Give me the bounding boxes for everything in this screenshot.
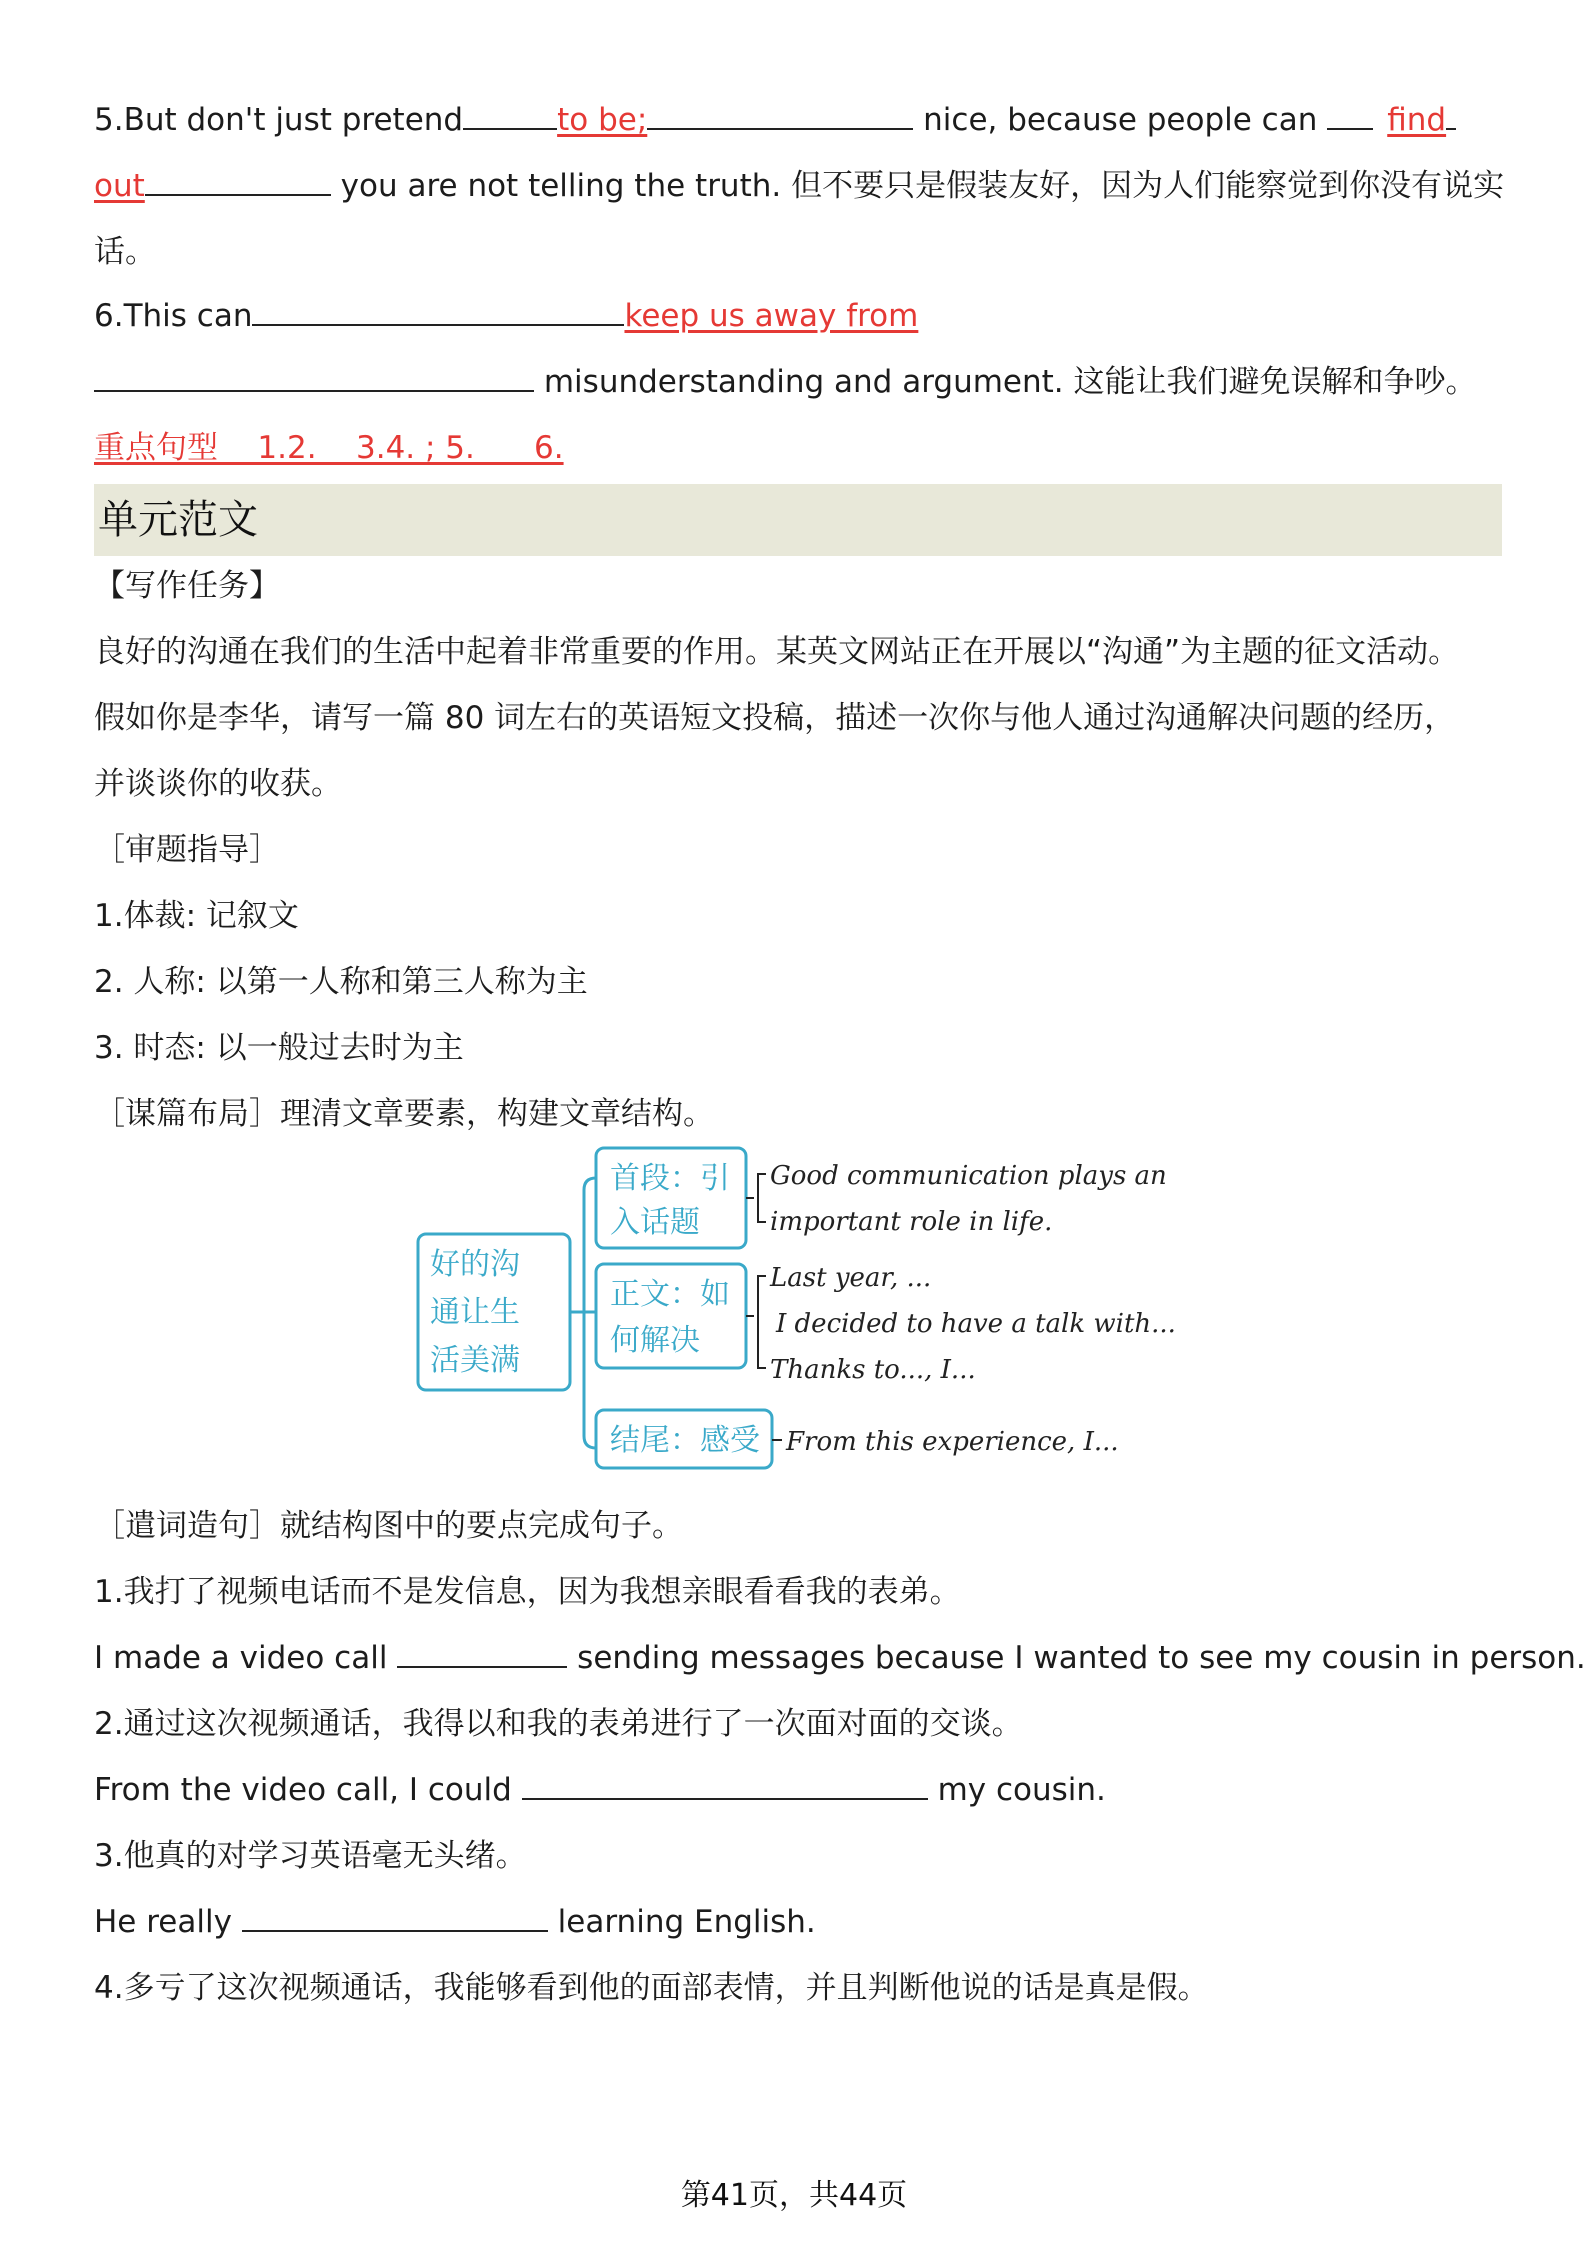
center-text-3: 活美满	[430, 1343, 520, 1378]
q5-blank-1	[463, 100, 557, 130]
intro-line-2: important role in life.	[770, 1207, 1053, 1237]
s3-english-a: He really	[94, 1904, 232, 1940]
guide-item-1: 1.体裁: 记叙文	[94, 898, 299, 934]
body-box-text-1: 正文：如	[610, 1277, 730, 1312]
q5-line-2	[94, 166, 1504, 206]
s3-blank[interactable]	[242, 1902, 548, 1932]
intro-box-text-2: 入话题	[610, 1205, 700, 1240]
task-heading: 【写作任务】	[94, 568, 280, 604]
q6-blank-1	[252, 296, 624, 326]
ending-line: From this experience, I...	[786, 1427, 1119, 1457]
body-line-3: Thanks to..., I...	[770, 1355, 976, 1385]
s3-english-b: learning English.	[557, 1904, 816, 1940]
s1-chinese: 1.我打了视频电话而不是发信息，因为我想亲眼看看我的表弟。	[94, 1574, 961, 1610]
q5-answer-2a: find	[1387, 102, 1447, 138]
page-footer: 第41页，共44页	[680, 2178, 908, 2213]
body-line-2: I decided to have a talk with...	[776, 1309, 1176, 1339]
body-bracket	[746, 1276, 766, 1368]
s1-english-a: I made a video call	[94, 1640, 388, 1676]
s1-blank[interactable]	[397, 1638, 567, 1668]
q6-post: misunderstanding and argument. 这能让我们避免误解和争吵。	[543, 364, 1477, 400]
q5-blank-4	[145, 166, 331, 196]
q5-middle: nice, because people can	[923, 102, 1318, 138]
q5-answer-2b: out	[94, 168, 145, 204]
task-para-3: 并谈谈你的收获。	[94, 766, 342, 802]
q5-blank-3	[1327, 100, 1373, 130]
center-text-1: 好的沟	[430, 1247, 520, 1282]
center-text-2: 通让生	[430, 1295, 520, 1330]
s2-chinese: 2.通过这次视频通话，我得以和我的表弟进行了一次面对面的交谈。	[94, 1706, 1023, 1742]
q6-line-1	[94, 296, 918, 336]
q5-line-1	[94, 100, 1456, 140]
q6-answer: keep us away from	[624, 298, 919, 334]
section-bar	[94, 484, 1502, 556]
q5-blank-3b	[1446, 100, 1456, 130]
ending-box-text: 结尾：感受	[610, 1423, 760, 1458]
s2-english-b: my cousin.	[937, 1772, 1106, 1808]
guide-heading: ［审题指导］	[94, 832, 280, 868]
intro-box-text-1: 首段：引	[610, 1161, 730, 1196]
body-line-1: Last year, ...	[770, 1263, 932, 1293]
q5-blank-2	[647, 100, 913, 130]
guide-item-2: 2. 人称: 以第一人称和第三人称为主	[94, 964, 588, 1000]
task-para-1: 良好的沟通在我们的生活中起着非常重要的作用。某英文网站正在开展以“沟通”为主题的征文活动。	[94, 634, 1460, 670]
q5-answer-1: to be;	[557, 102, 648, 138]
body-box-text-2: 何解决	[610, 1323, 700, 1358]
q5-prefix: 5.But don't just pretend	[94, 102, 464, 138]
s1-english-b: sending messages because I wanted to see my cousin in person.	[577, 1640, 1586, 1676]
q6-line-2	[94, 362, 1477, 402]
s3-chinese: 3.他真的对学习英语毫无头绪。	[94, 1838, 527, 1874]
q5-tail: 话。	[94, 234, 156, 270]
s4-chinese: 4.多亏了这次视频通话，我能够看到他的面部表情，并且判断他说的话是真是假。	[94, 1970, 1209, 2006]
key-patterns-text: 重点句型 1.2. 3.4. ; 5. 6.	[94, 430, 564, 466]
structure-diagram	[400, 1140, 1220, 1480]
q5-post: you are not telling the truth. 但不要只是假装友好，因为人们能察觉到你没有说实	[340, 168, 1505, 204]
sentences-heading: ［遣词造句］就结构图中的要点完成句子。	[94, 1508, 683, 1544]
section-title: 单元范文	[98, 497, 258, 543]
layout-heading: ［谋篇布局］理清文章要素，构建文章结构。	[94, 1096, 714, 1132]
q5-line-3	[94, 232, 156, 272]
key-patterns	[94, 428, 564, 468]
s1-english	[94, 1638, 1586, 1678]
intro-bracket	[746, 1174, 766, 1222]
s2-english	[94, 1770, 1106, 1810]
s3-english	[94, 1902, 816, 1942]
q6-prefix: 6.This can	[94, 298, 253, 334]
q6-blank-2	[94, 362, 534, 392]
intro-line-1: Good communication plays an	[770, 1161, 1167, 1191]
task-para-2: 假如你是李华，请写一篇 80 词左右的英语短文投稿，描述一次你与他人通过沟通解决问题的经历，	[94, 700, 1456, 736]
guide-item-3: 3. 时态: 以一般过去时为主	[94, 1030, 464, 1066]
s2-english-a: From the video call, I could	[94, 1772, 512, 1808]
s2-blank[interactable]	[522, 1770, 928, 1800]
